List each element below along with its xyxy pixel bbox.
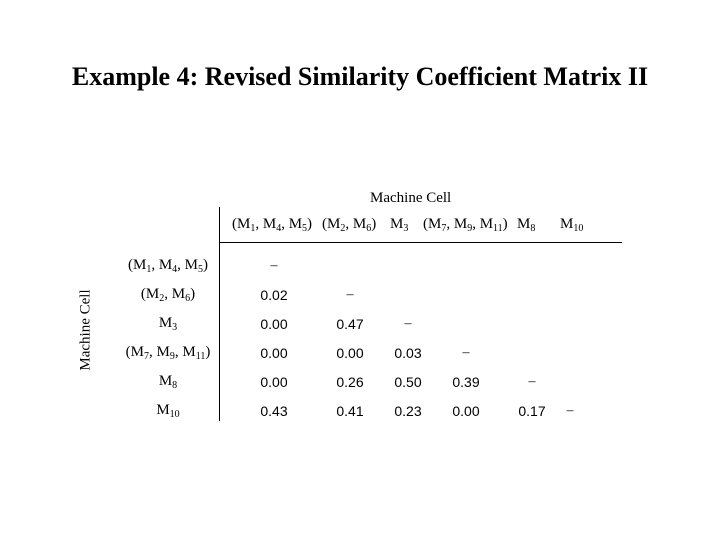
matrix-cell: – xyxy=(404,316,412,331)
column-header: $M_{10}$ xyxy=(560,216,584,234)
row-header: $M_{10}$ xyxy=(156,402,180,420)
matrix-cell: – xyxy=(528,374,536,389)
row-header: ($M_7$, $M_9$, $M_{11}$) xyxy=(125,344,211,362)
matrix-cell: – xyxy=(462,345,470,360)
matrix-cell: – xyxy=(346,287,354,302)
matrix-cell: 0.00 xyxy=(260,374,288,390)
row-header: $M_3$ xyxy=(158,315,178,333)
matrix-cell: 0.47 xyxy=(336,316,364,332)
matrix-cell: 0.43 xyxy=(260,403,288,419)
column-header: ($M_7$, $M_9$, $M_{11}$) xyxy=(423,216,508,234)
matrix-cell: 0.39 xyxy=(452,374,480,390)
matrix-cell: 0.50 xyxy=(394,374,422,390)
matrix-cell: – xyxy=(270,258,278,273)
matrix-cell: 0.02 xyxy=(260,287,288,303)
matrix-cell: 0.00 xyxy=(452,403,480,419)
matrix-cell: 0.23 xyxy=(394,403,422,419)
column-group-label: Machine Cell xyxy=(370,190,452,206)
column-header: $M_8$ xyxy=(517,216,536,234)
matrix-cell: 0.26 xyxy=(336,374,364,390)
column-header: ($M_2$, $M_6$) xyxy=(322,216,377,234)
header-divider xyxy=(220,242,622,243)
column-header: $M_3$ xyxy=(390,216,409,234)
row-header: ($M_2$, $M_6$) xyxy=(140,286,196,304)
page-title: Example 4: Revised Similarity Coefficient Matrix II xyxy=(71,62,649,91)
matrix-cell: 0.41 xyxy=(336,403,364,419)
row-group-label: Machine Cell xyxy=(77,289,94,371)
matrix-cell: 0.17 xyxy=(518,403,546,419)
matrix-cell: 0.00 xyxy=(260,345,288,361)
matrix-cell: 0.00 xyxy=(336,345,364,361)
row-header-divider xyxy=(219,207,220,421)
row-header: $M_8$ xyxy=(158,373,178,391)
matrix-cell: – xyxy=(566,403,574,418)
row-header: ($M_1$, $M_4$, $M_5$) xyxy=(127,257,209,275)
column-header: ($M_1$, $M_4$, $M_5$) xyxy=(232,216,313,234)
matrix-cell: 0.03 xyxy=(394,345,422,361)
matrix-cell: 0.00 xyxy=(260,316,288,332)
